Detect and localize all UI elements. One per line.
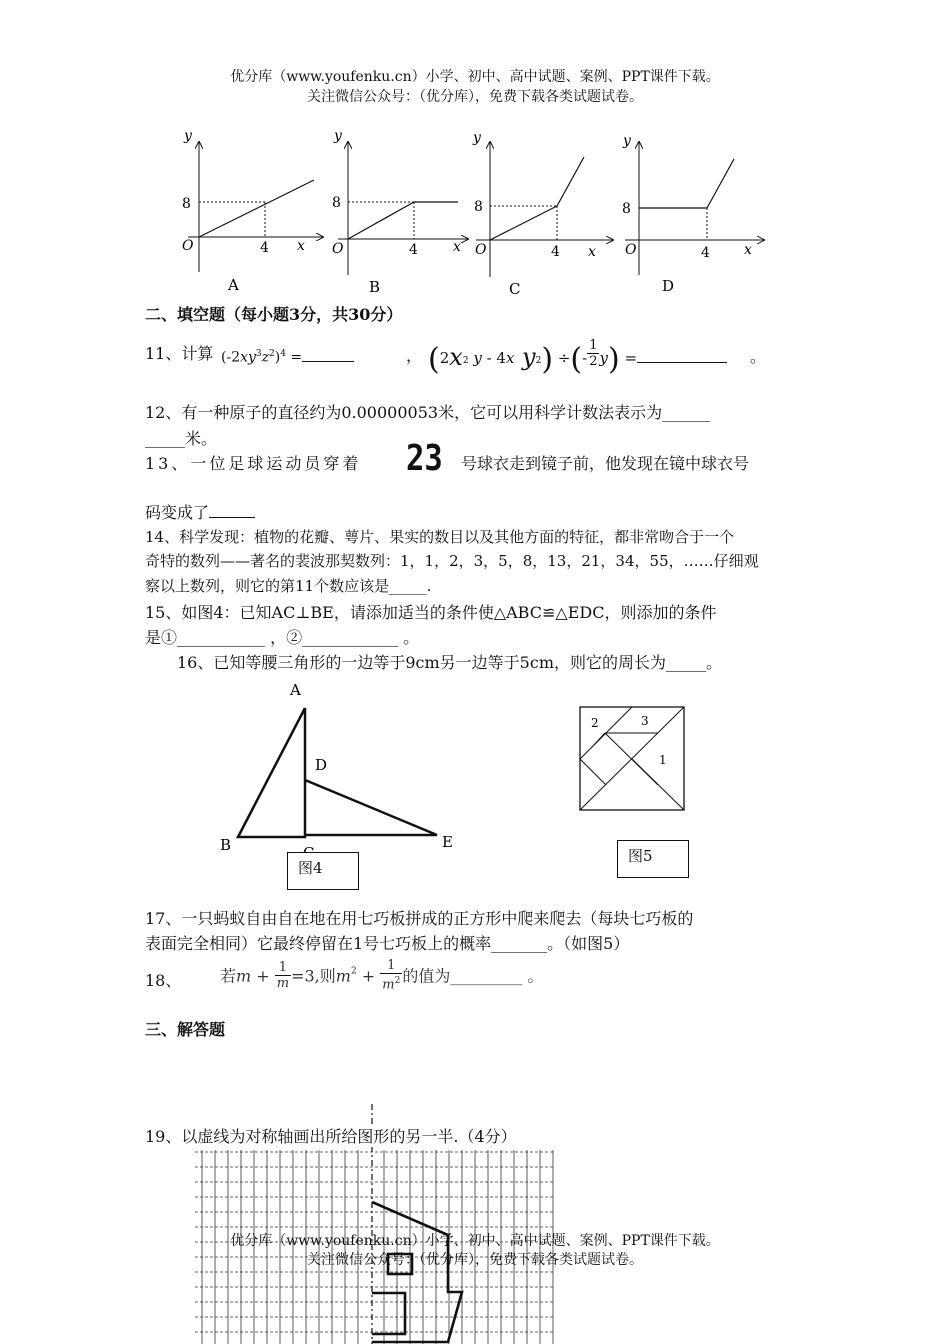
x-axis-label: x [588, 244, 596, 260]
jersey-number-image: 23 [406, 438, 443, 479]
q18-expr: 若m + $\frac{1}{m}$ =3,则$m^2$ + $\frac{1}{m^2}$ 的值为_________ 。 [220, 958, 544, 993]
graph-c [472, 130, 613, 298]
fig5-caption: 图5 [617, 840, 689, 878]
q14-line-1: 14、科学发现：植物的花瓣、萼片、果实的数目以及其他方面的特征，都非常吻合于一个 [145, 528, 735, 546]
q13-line-2: 码变成了 [145, 500, 255, 523]
y-axis-label: y [623, 133, 631, 149]
x-tick-4: 4 [551, 244, 560, 260]
option-graphs [170, 120, 780, 300]
q14-line-2: 奇特的数列——著名的裴波那契数列：1，1，2，3，5，8，13，21，34，55，……仔细观 [145, 552, 759, 570]
x-tick-4: 4 [701, 245, 710, 261]
y-axis-label: y [473, 130, 481, 146]
q15-line-1: 15、如图4：已知AC⊥BE，请添加适当的条件使△ABC≌△EDC，则添加的条件 [145, 603, 717, 622]
section-3-title: 三、解答题 [145, 1020, 226, 1039]
q11-prefix: 11、计算 [145, 344, 214, 363]
q11-end: 。 [750, 347, 767, 366]
section-2-title: 二、填空题（每小题3分，共30分） [145, 305, 403, 324]
y-tick-8: 8 [332, 195, 341, 211]
fig4-label-d: D [315, 756, 328, 774]
tangram-label-1: 1 [659, 753, 667, 767]
graph-a [182, 128, 323, 294]
tangram-label-3: 3 [641, 714, 649, 728]
fig4-label-a: A [290, 681, 301, 699]
option-b-label: B [369, 278, 381, 296]
x-axis-label: x [297, 238, 305, 254]
tangram-label-2: 2 [591, 716, 599, 730]
y-axis-label: y [184, 128, 192, 144]
footer-line-1: 优分库（www.youfenku.cn）小学、初中、高中试题、案例、PPT课件下载。 [230, 1233, 720, 1249]
graph-b [332, 128, 468, 296]
header-line-1: 优分库（www.youfenku.cn）小学、初中、高中试题、案例、PPT课件下载。 [230, 69, 720, 85]
footer-line-2: 关注微信公众号：（优分库），免费下载各类试题试卷。 [307, 1252, 643, 1268]
q14-line-3: 察以上数列，则它的第11个数应该是_____. [145, 577, 432, 595]
q19-text: 19、以虚线为对称轴画出所给图形的另一半.（4分） [145, 1124, 517, 1147]
figure-4 [210, 675, 470, 865]
origin-label: O [475, 242, 487, 258]
fig4-label-b: B [220, 836, 232, 854]
q11-expr-2: ($2x^2$ y - 4x $y^2$) ÷(- $\frac{1}{2}$ y) = [428, 338, 727, 377]
x-axis-label: x [744, 242, 752, 258]
q15-line-2: 是①___________ ，②____________ 。 [145, 628, 420, 647]
q17-line-2: 表面完全相同）它最终停留在1号七巧板上的概率_______。（如图5） [145, 934, 630, 953]
option-d-label: D [662, 277, 675, 295]
q16-text: 16、已知等腰三角形的一边等于9cm另一边等于5cm，则它的周长为_____。 [177, 653, 722, 672]
q13-line-1b: 号球衣走到镜子前，他发现在镜中球衣号 [461, 454, 750, 473]
fig4-caption: 图4 [287, 852, 359, 890]
origin-label: O [332, 241, 344, 257]
q17-line-1: 17、一只蚂蚁自由自在地在用七巧板拼成的正方形中爬来爬去（每块七巧板的 [145, 909, 694, 928]
q11-sep: ， [406, 346, 423, 365]
x-tick-4: 4 [260, 240, 269, 256]
x-tick-4: 4 [409, 242, 418, 258]
q12-line-1: 12、有一种原子的直径约为0.00000053米，它可以用科学计数法表示为______ [145, 403, 711, 422]
y-tick-8: 8 [474, 199, 483, 215]
q18-num: 18、 [145, 971, 182, 990]
origin-label: O [625, 242, 637, 258]
figure-5 [575, 703, 690, 813]
q11-expr-1: $(-2xy^3z^2)^4$ = [221, 349, 354, 366]
x-axis-label: x [453, 239, 461, 255]
option-c-label: C [509, 280, 521, 298]
option-a-label: A [228, 276, 239, 294]
y-axis-label: y [334, 128, 342, 144]
y-tick-8: 8 [182, 196, 191, 212]
y-tick-8: 8 [622, 201, 631, 217]
q13-line-1a: 13、一位足球运动员穿着 [145, 454, 362, 473]
q12-line-2: _____米。 [145, 429, 218, 448]
graph-d [622, 133, 764, 295]
header-line-2: 关注微信公众号：（优分库），免费下载各类试题试卷。 [307, 89, 643, 105]
fig4-label-e: E [442, 833, 453, 851]
origin-label: O [182, 238, 194, 254]
